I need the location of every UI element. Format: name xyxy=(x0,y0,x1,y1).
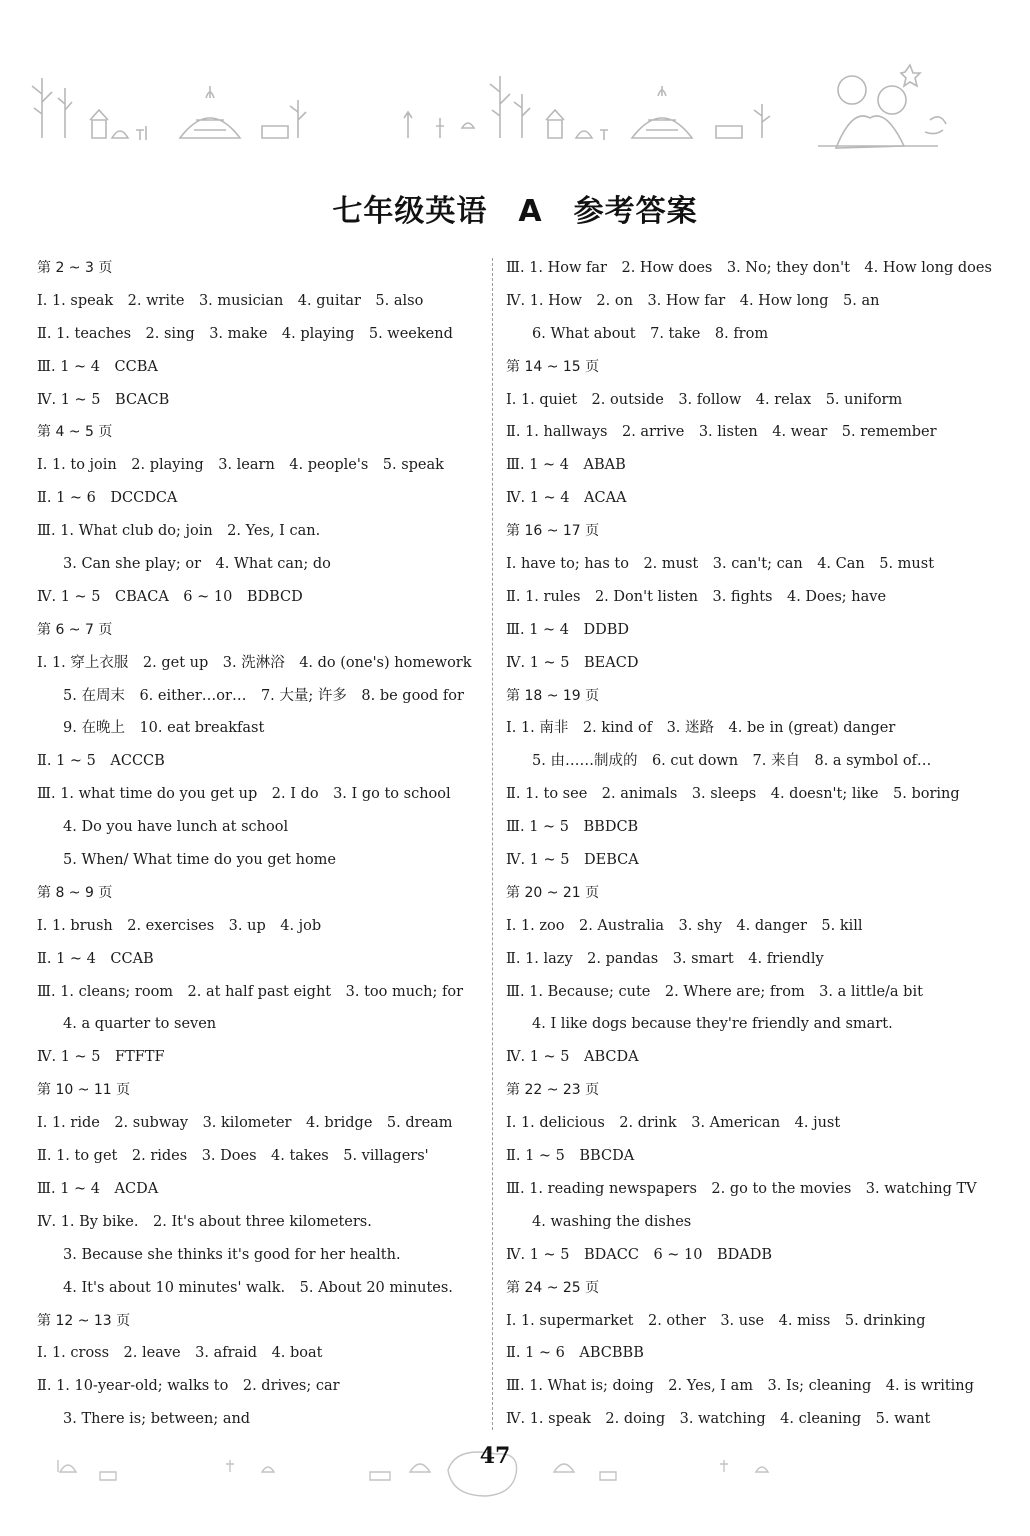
answer-line: Ⅱ. 1 ~ 5 ACCCB xyxy=(37,753,165,770)
answer-line: Ⅰ. 1. to join 2. playing 3. learn 4. people's 5. speak xyxy=(37,457,444,474)
answer-line: 3. Because she thinks it's good for her health. xyxy=(63,1246,401,1263)
column-divider xyxy=(492,258,493,1430)
answer-line: 4. washing the dishes xyxy=(532,1213,692,1230)
answer-line: Ⅲ. 1. what time do you get up 2. I do 3. I go to school xyxy=(37,786,451,803)
answer-line: Ⅰ. have to; has to 2. must 3. can't; can 4. Can 5. must xyxy=(506,556,935,573)
answer-line: 3. There is; between; and xyxy=(63,1411,251,1428)
answer-line: Ⅲ. 1. reading newspapers 2. go to the movies 3. watching TV xyxy=(506,1180,977,1197)
section-heading: 第 14 ~ 15 页 xyxy=(506,358,600,375)
answer-line: Ⅳ. 1. speak 2. doing 3. watching 4. cleaning 5. want xyxy=(506,1411,931,1428)
answer-line: Ⅰ. 1. quiet 2. outside 3. follow 4. relax 5. uniform xyxy=(506,391,903,408)
answer-line: 3. Can she play; or 4. What can; do xyxy=(63,556,331,573)
answer-column-right xyxy=(506,252,996,1436)
answer-line: Ⅲ. 1 ~ 4 ACDA xyxy=(37,1180,159,1197)
answer-column-left xyxy=(37,252,482,1436)
answer-line: Ⅲ. 1. Because; cute 2. Where are; from 3. a little/a bit xyxy=(506,983,923,1000)
answer-line: Ⅳ. 1 ~ 5 BCACB xyxy=(37,391,170,408)
section-heading: 第 2 ~ 3 页 xyxy=(37,260,113,276)
answer-line: Ⅰ. 1. ride 2. subway 3. kilometer 4. bridge 5. dream xyxy=(37,1115,453,1132)
answer-line: Ⅱ. 1 ~ 4 CCAB xyxy=(37,950,154,967)
answer-line: Ⅲ. 1. cleans; room 2. at half past eight 3. too much; for xyxy=(37,983,464,1000)
answer-line: Ⅱ. 1. 10-year-old; walks to 2. drives; car xyxy=(37,1378,340,1395)
answer-line: Ⅲ. 1. How far 2. How does 3. No; they don't 4. How long does xyxy=(506,260,992,276)
section-heading: 第 20 ~ 21 页 xyxy=(506,884,600,901)
answer-line: Ⅱ. 1 ~ 6 ABCBBB xyxy=(506,1345,644,1362)
answer-line: Ⅱ. 1. hallways 2. arrive 3. listen 4. wear 5. remember xyxy=(506,424,937,441)
answer-line: Ⅳ. 1 ~ 5 DEBCA xyxy=(506,852,639,869)
answer-line: Ⅰ. 1. brush 2. exercises 3. up 4. job xyxy=(37,917,322,934)
answer-line: Ⅳ. 1 ~ 5 ABCDA xyxy=(506,1049,639,1066)
answer-line: Ⅰ. 1. delicious 2. drink 3. American 4. just xyxy=(506,1115,841,1132)
header-decoration xyxy=(0,60,1030,160)
answer-line: Ⅳ. 1 ~ 4 ACAA xyxy=(506,490,627,507)
answer-line: Ⅰ. 1. supermarket 2. other 3. use 4. miss 5. drinking xyxy=(506,1312,926,1329)
answer-line: Ⅱ. 1. lazy 2. pandas 3. smart 4. friendly xyxy=(506,950,824,967)
answer-line: 5. When/ What time do you get home xyxy=(63,852,337,869)
answer-line: 9. 在晚上 10. eat breakfast xyxy=(63,720,265,737)
answer-line: 4. It's about 10 minutes' walk. 5. About 20 minutes. xyxy=(63,1279,453,1296)
answer-line: Ⅲ. 1 ~ 4 DDBD xyxy=(506,621,630,638)
answer-line: Ⅱ. 1. to get 2. rides 3. Does 4. takes 5. villagers' xyxy=(37,1148,429,1165)
answer-line: 6. What about 7. take 8. from xyxy=(532,325,769,342)
answer-line: 5. 由……制成的 6. cut down 7. 来自 8. a symbol of… xyxy=(532,753,932,770)
answer-line: Ⅱ. 1 ~ 6 DCCDCA xyxy=(37,490,178,507)
page-number: 47 xyxy=(479,1443,511,1469)
section-heading: 第 6 ~ 7 页 xyxy=(37,621,113,638)
answer-line: Ⅲ. 1. What is; doing 2. Yes, I am 3. Is; cleaning 4. is writing xyxy=(506,1378,974,1395)
answer-line: 5. 在周末 6. either…or… 7. 大量; 许多 8. be good for xyxy=(63,687,464,704)
section-heading: 第 22 ~ 23 页 xyxy=(506,1082,600,1099)
section-heading: 第 10 ~ 11 页 xyxy=(37,1082,131,1099)
answer-line: Ⅳ. 1. How 2. on 3. How far 4. How long 5. an xyxy=(506,292,880,309)
section-heading: 第 24 ~ 25 页 xyxy=(506,1279,600,1296)
section-heading: 第 16 ~ 17 页 xyxy=(506,523,600,540)
answer-line: Ⅲ. 1 ~ 4 ABAB xyxy=(506,457,626,474)
answer-line: Ⅲ. 1. What club do; join 2. Yes, I can. xyxy=(37,523,321,540)
answer-line: Ⅳ. 1. By bike. 2. It's about three kilometers. xyxy=(37,1213,372,1230)
answer-line: Ⅲ. 1 ~ 5 BBDCB xyxy=(506,819,639,836)
answer-line: 4. a quarter to seven xyxy=(63,1016,217,1033)
section-heading: 第 18 ~ 19 页 xyxy=(506,687,600,704)
section-heading: 第 12 ~ 13 页 xyxy=(37,1312,131,1329)
section-heading: 第 4 ~ 5 页 xyxy=(37,424,113,441)
answer-line: Ⅳ. 1 ~ 5 CBACA 6 ~ 10 BDBCD xyxy=(37,588,303,605)
answer-line: Ⅱ. 1 ~ 5 BBCDA xyxy=(506,1148,635,1165)
answer-line: Ⅰ. 1. speak 2. write 3. musician 4. guitar 5. also xyxy=(37,292,424,309)
answer-line: Ⅰ. 1. cross 2. leave 3. afraid 4. boat xyxy=(37,1345,323,1362)
answer-line: Ⅲ. 1 ~ 4 CCBA xyxy=(37,358,158,375)
answer-line: 4. I like dogs because they're friendly and smart. xyxy=(532,1016,893,1033)
answer-line: Ⅳ. 1 ~ 5 FTFTF xyxy=(37,1049,165,1066)
page-title: 七年级英语 A 参考答案 xyxy=(332,194,698,229)
answer-line: Ⅳ. 1 ~ 5 BEACD xyxy=(506,654,639,671)
answer-line: Ⅰ. 1. zoo 2. Australia 3. shy 4. danger 5. kill xyxy=(506,917,863,934)
answer-line: 4. Do you have lunch at school xyxy=(63,819,289,836)
answer-line: Ⅱ. 1. rules 2. Don't listen 3. fights 4. Does; have xyxy=(506,588,887,605)
answer-line: Ⅳ. 1 ~ 5 BDACC 6 ~ 10 BDADB xyxy=(506,1246,773,1263)
answer-line: Ⅱ. 1. teaches 2. sing 3. make 4. playing 5. weekend xyxy=(37,325,453,342)
answer-line: Ⅱ. 1. to see 2. animals 3. sleeps 4. doesn't; like 5. boring xyxy=(506,786,960,803)
answer-line: Ⅰ. 1. 南非 2. kind of 3. 迷路 4. be in (great) danger xyxy=(506,720,896,737)
answer-line: Ⅰ. 1. 穿上衣服 2. get up 3. 洗淋浴 4. do (one's) homework xyxy=(37,654,472,671)
section-heading: 第 8 ~ 9 页 xyxy=(37,884,113,901)
